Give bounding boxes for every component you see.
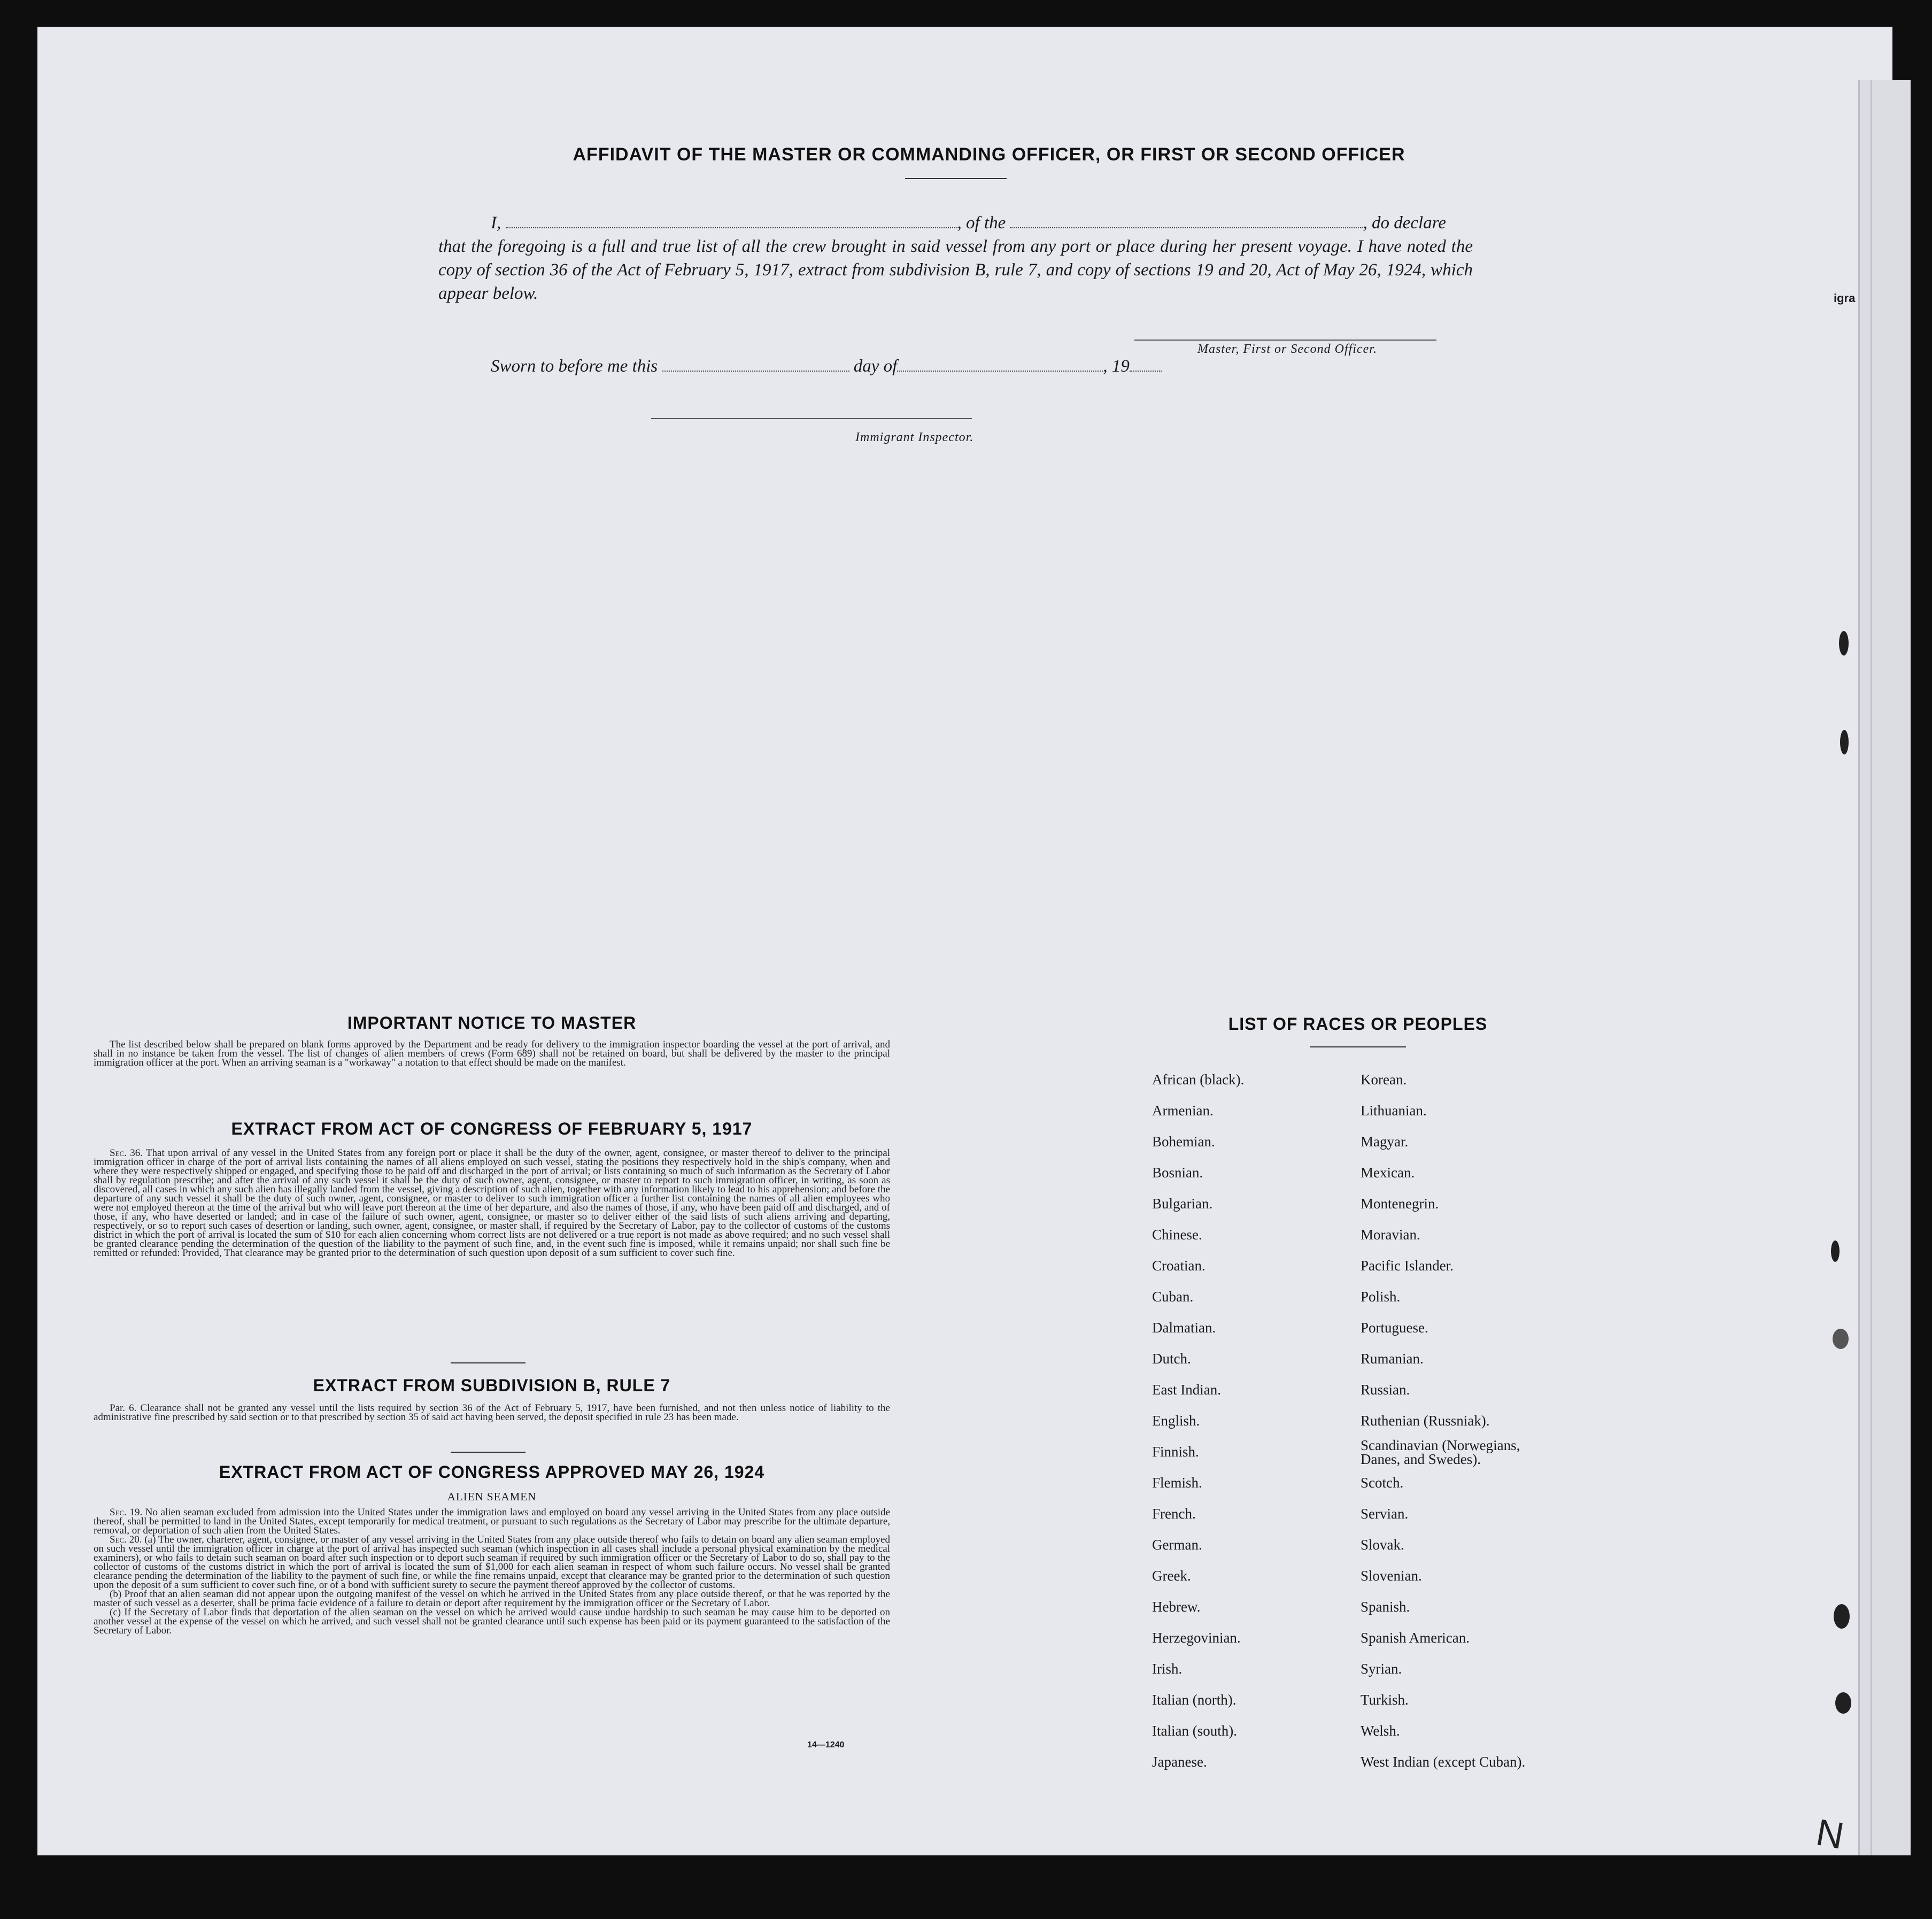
form-code: 14—1240 [807,1740,845,1750]
sec-20c-paragraph: (c) If the Secretary of Labor finds that deportation of the alien seaman on the vessel on which he arrived would cause undue hardship to such seaman he may cause him to be deported on another vessel at the expense of the vessel on which he arrived, and such vessel shall not be granted clearance until such expense has been paid or its payment guaranteed to the satisfaction of the Secretary of Labor. [94,1607,890,1636]
race-item: Moravian. [1361,1227,1420,1243]
sec-19-text: No alien seaman excluded from admission into the United States under the immigration laws and employed on board any vessel arriving in the United States from any place outside thereof, shall be permitted to land in the United States, except temporarily for medical treatment, or pursuant to such regulations as the Secretary of Labor may prescribe for the ultimate departure, removal, or deportation of such alien from the United States. [94,1507,890,1536]
vessel-blank [1010,227,1363,228]
master-caption: Master, First or Second Officer. [1197,342,1377,356]
races-title: LIST OF RACES OR PEOPLES [1228,1014,1488,1034]
rule-7-title: EXTRACT FROM SUBDIVISION B, RULE 7 [313,1376,671,1395]
notice-title: IMPORTANT NOTICE TO MASTER [347,1013,637,1032]
handwritten-mark: N [1813,1811,1847,1857]
race-item: Cuban. [1152,1289,1194,1305]
margin-text: igra [1834,291,1856,305]
race-item: Dutch. [1152,1351,1191,1367]
extract-1917-text [94,1149,890,1258]
race-item: Herzegovinian. [1152,1630,1241,1646]
race-item: Rumanian. [1361,1351,1424,1367]
extract-1917-title: EXTRACT FROM ACT OF CONGRESS OF FEBRUARY 5, 1917 [231,1119,753,1138]
binding-hole [1840,730,1849,754]
of-the-label: , of the [957,213,1006,233]
sec-20-label: Sec. 20. [110,1534,142,1545]
section-rule [451,1362,525,1363]
sworn-prefix: Sworn to before me this [491,357,658,376]
race-item: Greek. [1152,1568,1191,1584]
sec-36-text: That upon arrival of any vessel in the United States from any foreign port or place it shall be the duty of the owner, agent, consignee, or master thereof to deliver to the principal immigration officer in charge of the port of arrival lists containing the names of all aliens employed on such vessel, stating the positions they respectively hold in the ship's company, when and where they were respectively shipped or engaged, and specifying those to be paid off and discharged in the port of arrival; or lists containing so much of such information as the Secretary of Labor shall by regulation prescribe; and after the arrival of any such vessel it shall be the duty of such owner, agent, consignee, or master to report to such immigration officer, in writing, as soon as discovered, all cases in which any such alien has illegally landed from the vessel, giving a description of such alien, together with any information likely to lead to his apprehension; and before the departure of any such vessel it shall be the duty of such owner, agent, consignee, or master to deliver to such immigration officer a further list containing the names of all alien employees who were not employed thereon at the time of the arrival but who will leave port thereon at the time of her departure, and also the names of those, if any, who have been paid off and discharged, and of those, if any, who have deserted or landed; and in case of the failure of such owner, agent, consignee, or master so to deliver either of the said lists of such aliens arriving and departing, respectively, or so to report such cases of desertion or landing, such owner, agent, consignee, or master shall, if required by the Secretary of Labor, pay to the collector of customs of the customs district in which the port of arrival is located the sum of $10 for each alien concerning whom correct lists are not delivered or a true report is not made as above required; and no such vessel shall be granted clearance pending the determination of the question of the liability to the payment of such fine, and, in the event such fine is imposed, while it remains unpaid; nor shall such fine be remitted or refunded: Provided, That clearance may be granted prior to the determination of such question upon deposit of a sum sufficient to cover such fine. [94,1147,890,1259]
master-signature-line [1134,340,1436,341]
extract-1924-title: EXTRACT FROM ACT OF CONGRESS APPROVED MAY 26, 1924 [219,1462,765,1482]
race-item: Bosnian. [1152,1165,1203,1181]
race-item: Bulgarian. [1152,1196,1213,1212]
notice-paragraph: The list described below shall be prepared on blank forms approved by the Department and be ready for delivery to the immigration inspector boarding the vessel at the port of arrival, and shall in no instance be taken from the vessel. The list of changes of alien members of crews (Form 689) shall not be retained on board, but shall be delivered by the master to the principal immigration officer at the port. When an arriving seaman is a "workaway" a notation to that effect should be made on the manifest. [94,1039,890,1068]
race-item: Servian. [1361,1506,1409,1522]
race-item: Hebrew. [1152,1599,1201,1615]
sec-19-label: Sec. 19. [110,1507,143,1518]
race-item: Portuguese. [1361,1320,1428,1336]
race-item: Bohemian. [1152,1134,1215,1150]
par-6-text: Par. 6. Clearance shall not be granted any vessel until the lists required by section 36 of the Act of February 5, 1917, have been furnished, and not then unless notice of liability to the administrative fine prescribed by said section or to that prescribed by section 35 of said act having been served, the deposit specified in rule 23 has been made. [94,1402,890,1423]
affidavit-i: I, [491,213,501,233]
race-item: Russian. [1361,1382,1410,1398]
sworn-month-blank [897,366,1103,372]
race-item: Irish. [1152,1661,1183,1677]
binding-hole [1835,1692,1851,1714]
races-left-column [1152,1064,1244,1777]
sec-20a-text: (a) The owner, charterer, agent, consignee, or master of any vessel arriving in the United States from any place outside thereof who fails to detain on board any alien seaman employed on such vessel until the immigration officer in charge at the port of arrival has inspected such seaman (which inspection in all cases shall include a personal physical examination by the medical examiners), or who fails to detain such seaman on board after such inspection or to deport such seaman if required by such immigration officer or the Secretary of Labor to do so, shall pay to the collector of customs of the customs district in which the port of arrival is located the sum of $1,000 for each alien seaman in respect of whom such failure occurs. No vessel shall be granted clearance pending the determination of the liability to the payment of such fine, or while the fine remains unpaid, except that clearance may be granted prior to the determination of such question upon the deposit of a sum sufficient to cover such fine, or of a bond with sufficient surety to secure the payment thereof approved by the collector of customs. [94,1534,890,1591]
underlying-page-edge [1858,80,1911,1855]
race-item: Slovak. [1361,1537,1404,1553]
binding-hole [1831,1240,1840,1262]
race-item: African (black). [1152,1072,1245,1088]
race-item: Pacific Islander. [1361,1258,1454,1274]
race-item: Italian (north). [1152,1692,1237,1708]
race-item: Japanese. [1152,1754,1207,1770]
title-rule [905,178,1007,179]
sworn-year-blank [1130,366,1162,372]
race-item: Korean. [1361,1072,1407,1088]
inspector-signature-line [651,418,972,419]
race-item: Scandinavian (Norwegians, Danes, and Swedes). [1361,1437,1520,1467]
day-of-label: day of [853,357,898,376]
race-item: Scotch. [1361,1475,1404,1491]
race-item: Spanish American. [1361,1630,1470,1646]
race-item: West Indian (except Cuban). [1361,1754,1526,1770]
race-item: Spanish. [1361,1599,1410,1615]
race-item: Italian (south). [1152,1723,1237,1739]
race-item: Croatian. [1152,1258,1205,1274]
sec-19-paragraph [94,1508,890,1535]
inspector-caption: Immigrant Inspector. [855,430,974,444]
year-label: , 19 [1103,357,1130,376]
page-edge-line [1871,80,1872,1855]
race-item: Turkish. [1361,1692,1409,1708]
race-item: Mexican. [1361,1165,1415,1181]
race-item: German. [1152,1537,1202,1553]
sec-36-label: Sec. 36. [110,1147,143,1159]
race-item: Armenian. [1152,1103,1214,1119]
alien-seamen-subtitle: ALIEN SEAMEN [447,1490,537,1503]
binding-hole [1834,1604,1850,1629]
extract-1924-text [94,1508,890,1635]
sworn-day-blank [662,366,849,372]
race-item: Finnish. [1152,1444,1199,1460]
sec-20a-paragraph [94,1535,890,1590]
race-item: Flemish. [1152,1475,1202,1491]
race-item: Montenegrin. [1361,1196,1439,1212]
race-item: French. [1152,1506,1196,1522]
binding-hole [1839,631,1849,656]
sec-20b-paragraph: (b) Proof that an alien seaman did not appear upon the outgoing manifest of the vessel on which he arrived in the United States from any place outside thereof, or that he was reported by the master of such vessel as a deserter, shall be prima facie evidence of a failure to detain or deport after requirement by the immigration officer or the Secretary of Labor. [94,1589,890,1609]
race-item: English. [1152,1413,1200,1429]
race-item: Polish. [1361,1289,1401,1305]
races-right-column [1361,1064,1542,1777]
race-item: Ruthenian (Russniak). [1361,1413,1490,1429]
race-item: Welsh. [1361,1723,1400,1739]
rule-7-text [94,1404,890,1422]
sworn-line [491,357,1162,376]
notice-text [94,1040,890,1067]
affidavit-line-1 [438,211,1473,235]
race-item: East Indian. [1152,1382,1221,1398]
race-item: Syrian. [1361,1661,1402,1677]
race-item: Dalmatian. [1152,1320,1216,1336]
affidavit-statement: that the foregoing is a full and true list of all the crew brought in said vessel from any port or place during her present voyage. I have noted the copy of section 36 of the Act of February 5, 1917, extract from subdivision B, rule 7, and copy of sections 19 and 20, Act of May 26, 1924, which appear below. [438,237,1473,303]
race-item: Magyar. [1361,1134,1409,1150]
affidavit-title: AFFIDAVIT OF THE MASTER OR COMMANDING OFFICER, OR FIRST OR SECOND OFFICER [573,144,1405,165]
section-rule [451,1452,525,1453]
race-item: Slovenian. [1361,1568,1422,1584]
binding-hole [1833,1329,1849,1349]
declare-label: , do declare [1363,213,1446,233]
affidavit-body [438,211,1473,305]
race-item: Chinese. [1152,1227,1202,1243]
races-title-rule [1310,1046,1406,1047]
race-item: Lithuanian. [1361,1103,1427,1119]
name-blank [506,227,957,228]
